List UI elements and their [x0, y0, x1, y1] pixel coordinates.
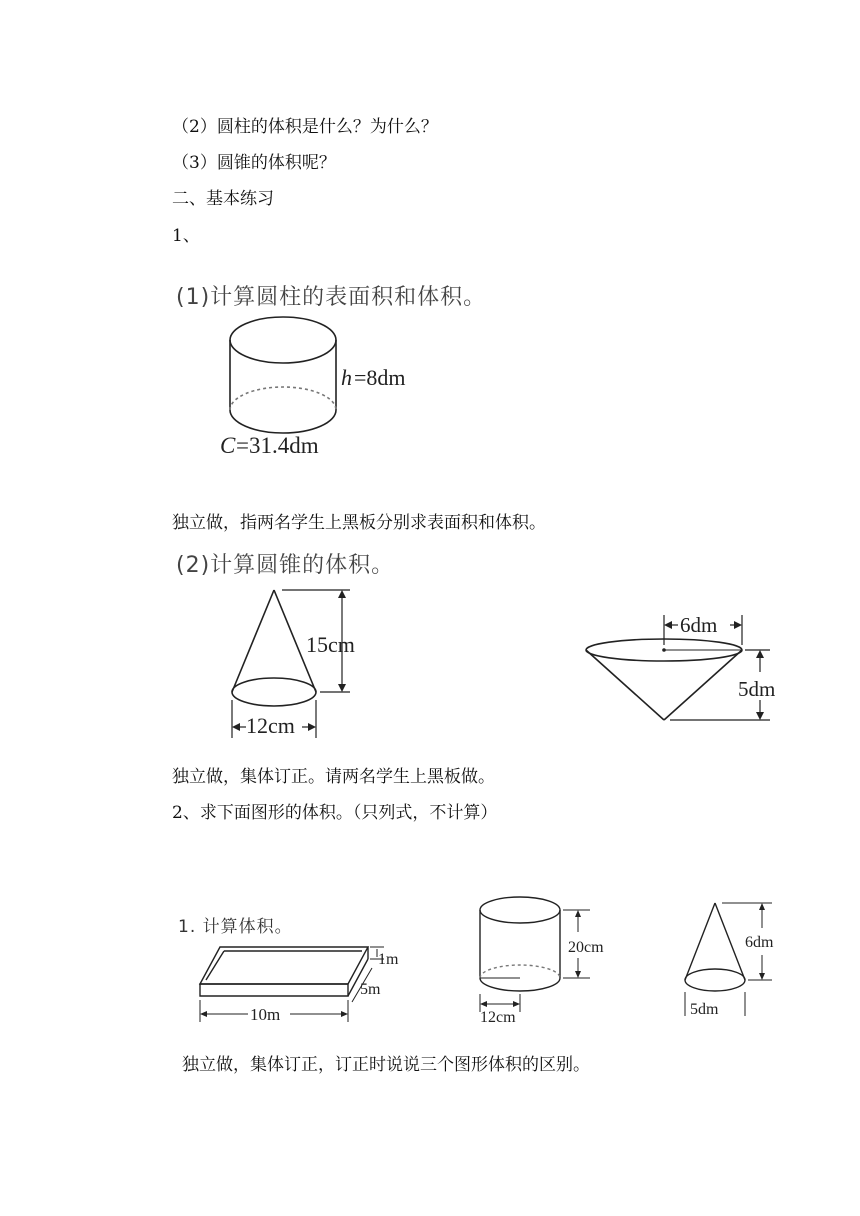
cone-height-label: 6dm: [745, 934, 774, 951]
figure-1-title: (1)计算圆柱的表面积和体积。: [176, 285, 487, 310]
figure-3-title: 1. 计算体积。: [178, 917, 293, 937]
note-3: 独立做，集体订正，订正时说说三个图形体积的区别。: [182, 1055, 590, 1075]
box-width-label: 5m: [360, 981, 381, 998]
section-heading-basic-practice: 二、基本练习: [172, 189, 274, 209]
cylinder-height-value: =8dm: [354, 365, 406, 390]
cylinder-circumference-value: =31.4dm: [236, 433, 319, 458]
note-2: 独立做，集体订正。请两名学生上黑板做。: [172, 767, 495, 787]
question-2: （2）圆柱的体积是什么？为什么？: [172, 117, 438, 137]
cone-a-base-label: 12cm: [246, 713, 295, 738]
cylinder-circumference-variable: C: [220, 433, 236, 458]
note-1: 独立做，指两名学生上黑板分别求表面积和体积。: [172, 513, 546, 533]
question-3: （3）圆锥的体积呢？: [172, 153, 336, 173]
box-length-label: 10m: [250, 1005, 281, 1024]
box-height-label: 1m: [378, 951, 399, 968]
item-1-label: 1、: [172, 226, 200, 246]
figure-2-title: (2)计算圆锥的体积。: [176, 553, 395, 578]
item-2-label: 2、求下面图形的体积。（只列式，不计算）: [172, 803, 498, 823]
cylinder-radius-label: 12cm: [480, 1009, 516, 1026]
cylinder-height-variable: h: [341, 365, 352, 390]
cylinder-height-label: 20cm: [568, 939, 604, 956]
cone-base-label: 5dm: [690, 1001, 719, 1018]
cone-b-radius-label: 6dm: [680, 613, 718, 637]
cone-a-height-label: 15cm: [306, 632, 355, 657]
cone-b-height-label: 5dm: [738, 677, 776, 701]
